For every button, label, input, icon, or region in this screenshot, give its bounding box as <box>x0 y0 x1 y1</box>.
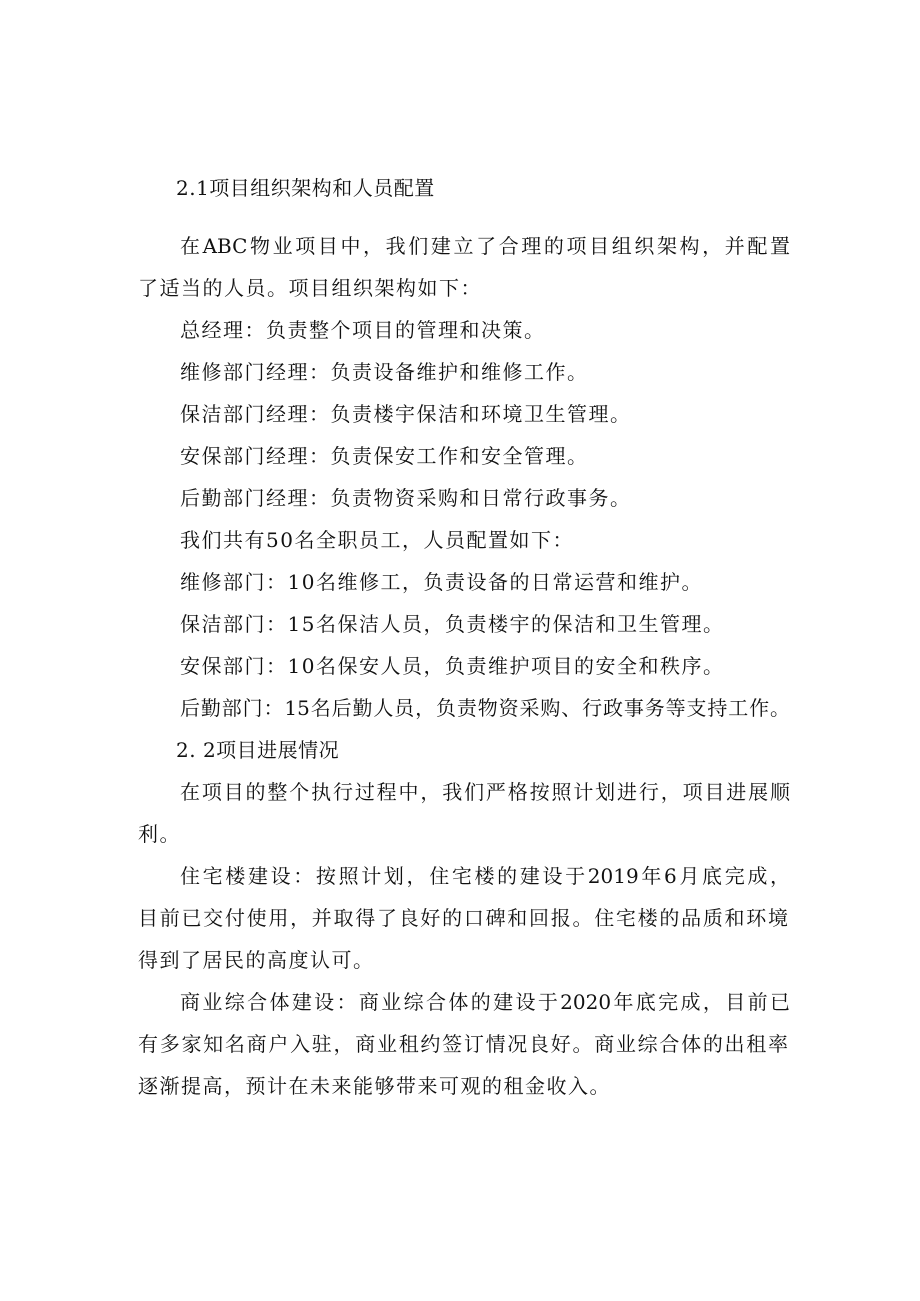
progress-paragraph-line-2: 利。 <box>138 822 181 846</box>
commercial-paragraph-line-3: 逐渐提高，预计在未来能够带来可观的租金收入。 <box>138 1074 611 1098</box>
commercial-paragraph-line-2: 有多家知名商户入驻，商业租约签订情况良好。商业综合体的出租率 <box>138 1032 788 1056</box>
commercial-paragraph-line-1: 商业综合体建设：商业综合体的建设于2020年底完成，目前已 <box>180 990 790 1014</box>
role-general-manager: 总经理：负责整个项目的管理和决策。 <box>180 318 546 342</box>
role-security-manager: 安保部门经理：负责保安工作和安全管理。 <box>180 444 589 468</box>
staff-cleaning: 保洁部门：15名保洁人员，负责楼宇的保洁和卫生管理。 <box>180 612 725 636</box>
staff-intro: 我们共有50名全职员工，人员配置如下： <box>180 528 574 552</box>
role-logistics-manager: 后勤部门经理：负责物资采购和日常行政事务。 <box>180 486 632 510</box>
staff-logistics: 后勤部门：15名后勤人员，负责物资采购、行政事务等支持工作。 <box>180 696 790 720</box>
section-heading-2-2: 2. 2项目进展情况 <box>176 738 340 762</box>
progress-paragraph-line-1: 在项目的整个执行过程中，我们严格按照计划进行，项目进展顺 <box>180 780 790 804</box>
role-maintenance-manager: 维修部门经理：负责设备维护和维修工作。 <box>180 360 589 384</box>
intro-paragraph-line-1: 在ABC物业项目中，我们建立了合理的项目组织架构，并配置 <box>180 234 790 258</box>
residential-paragraph-line-3: 得到了居民的高度认可。 <box>138 948 375 972</box>
residential-paragraph-line-2: 目前已交付使用，并取得了良好的口碑和回报。住宅楼的品质和环境 <box>138 906 788 930</box>
staff-security: 安保部门：10名保安人员，负责维护项目的安全和秩序。 <box>180 654 725 678</box>
role-cleaning-manager: 保洁部门经理：负责楼宇保洁和环境卫生管理。 <box>180 402 632 426</box>
intro-paragraph-line-2: 了适当的人员。项目组织架构如下： <box>138 276 482 300</box>
section-heading-2-1: 2.1项目组织架构和人员配置 <box>176 176 435 200</box>
residential-paragraph-line-1: 住宅楼建设：按照计划，住宅楼的建设于2019年6月底完成， <box>180 864 790 888</box>
staff-maintenance: 维修部门：10名维修工，负责设备的日常运营和维护。 <box>180 570 703 594</box>
